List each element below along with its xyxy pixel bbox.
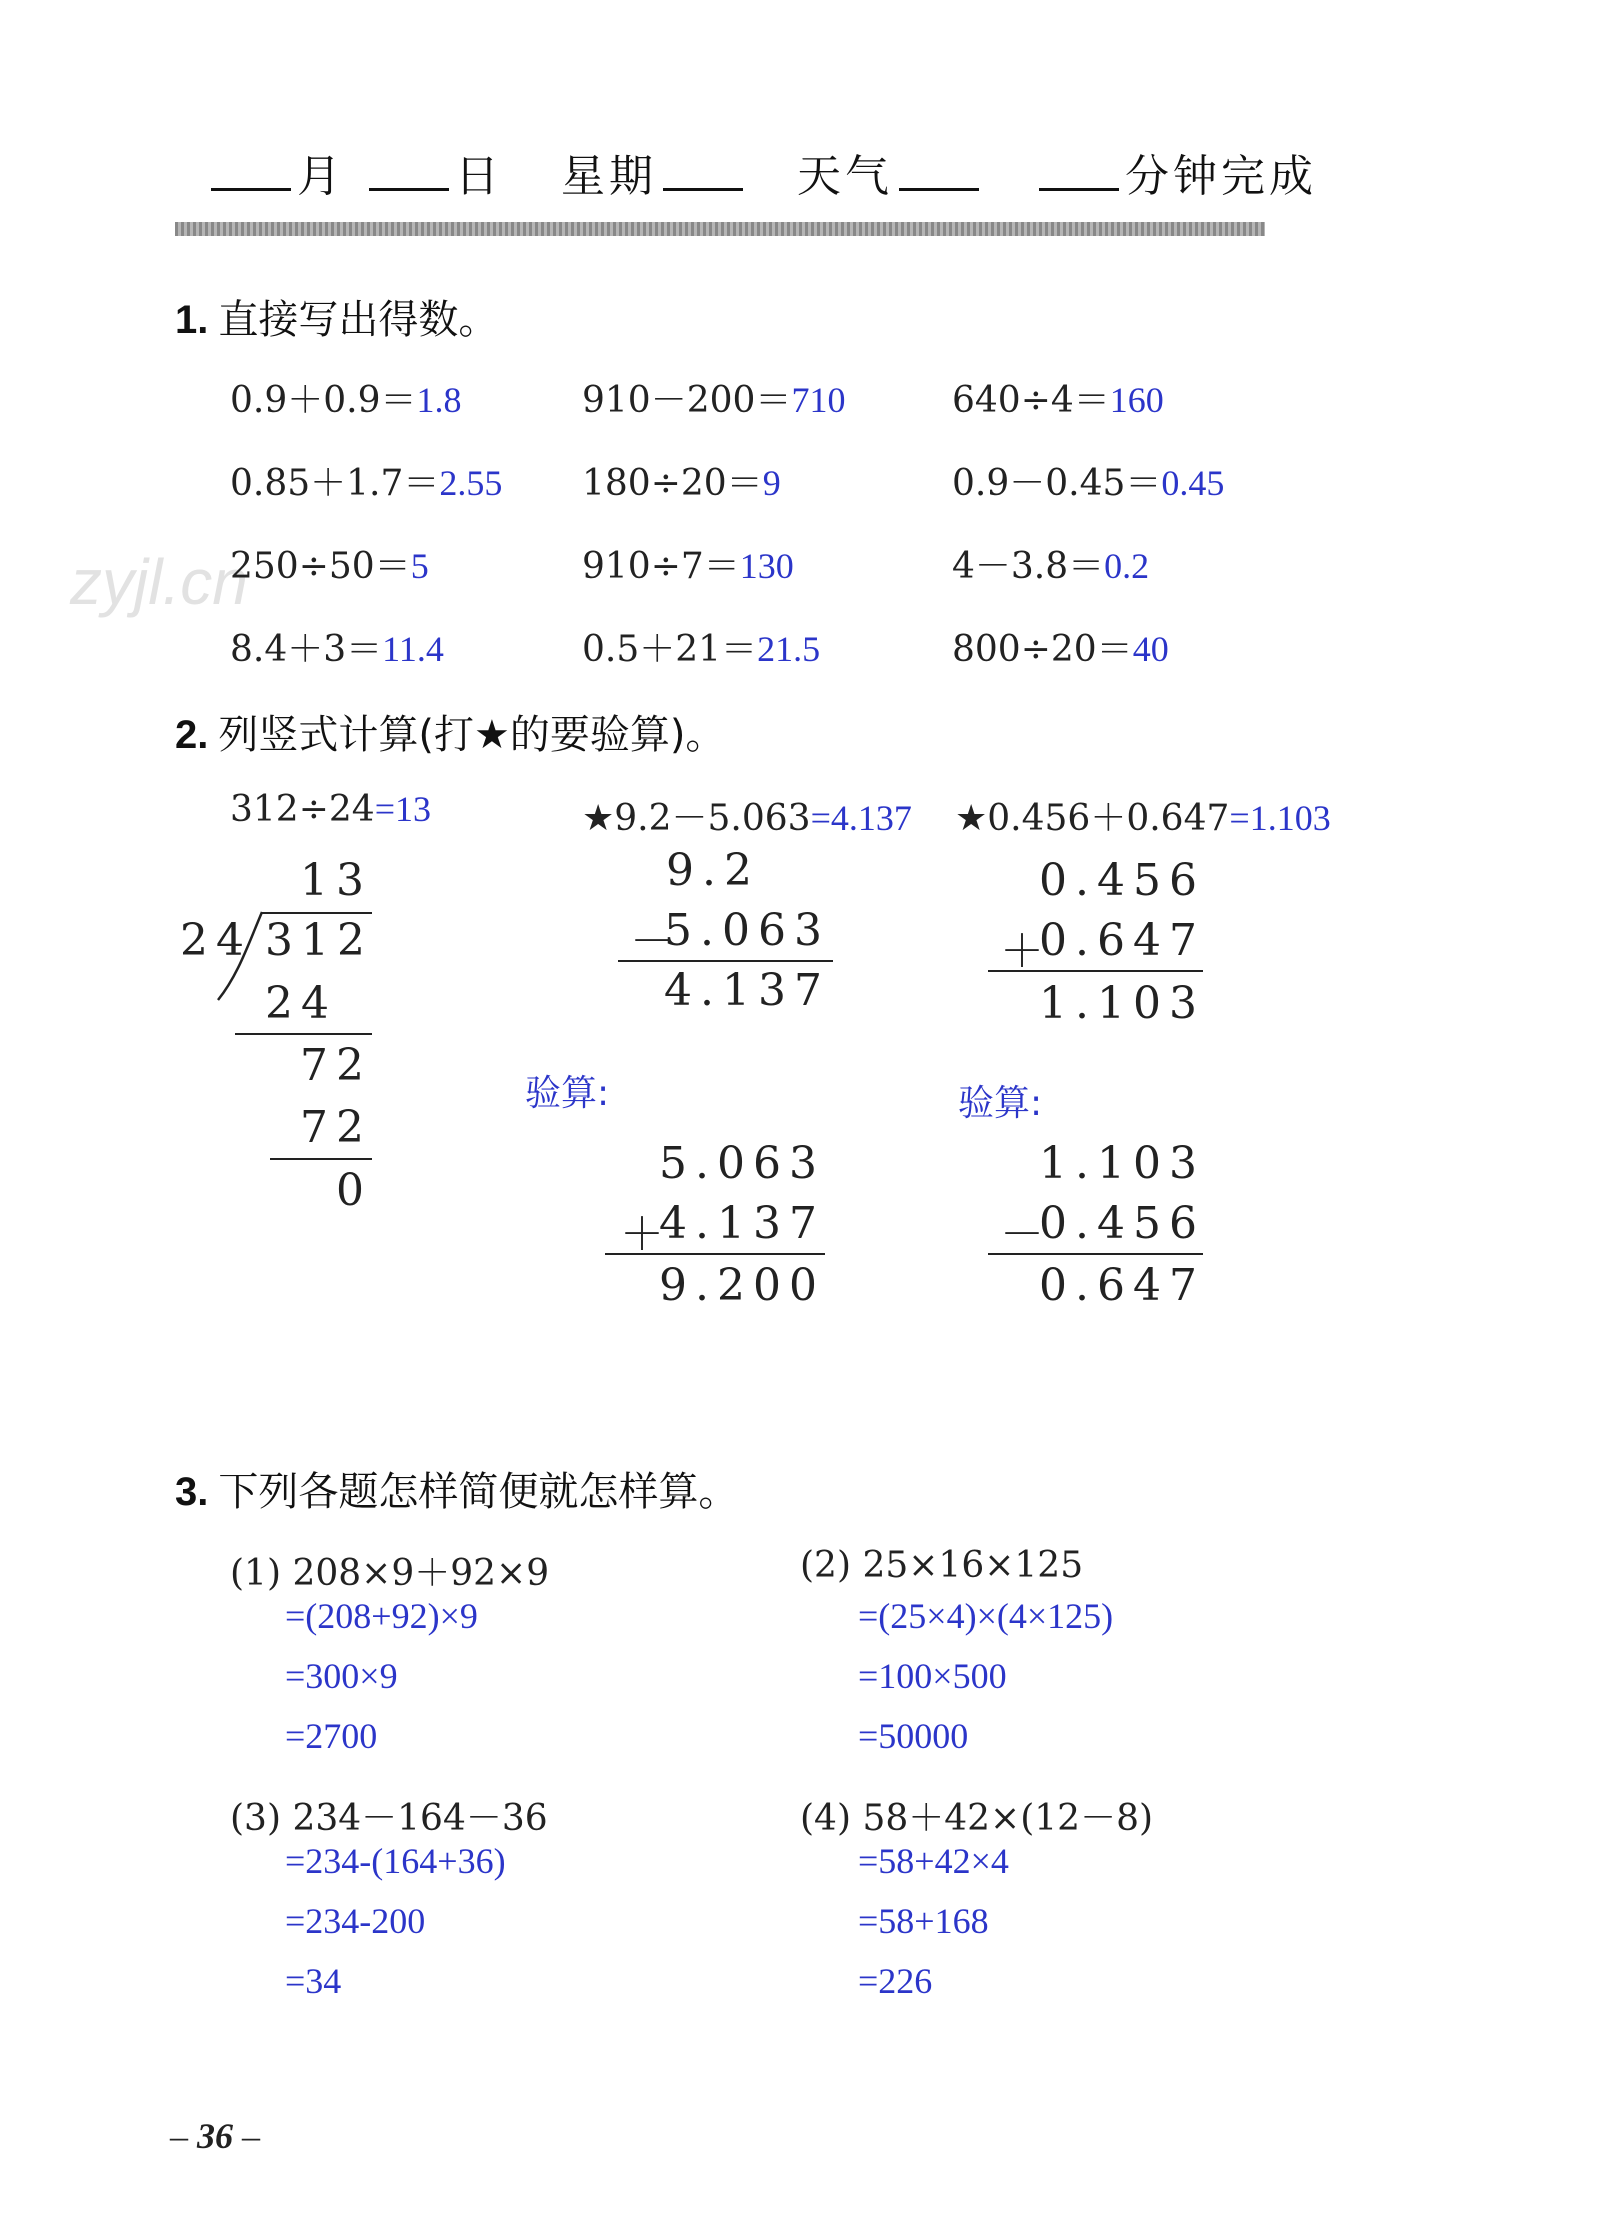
item-question: 910÷7＝ bbox=[582, 546, 740, 587]
day-label: 日 bbox=[455, 151, 503, 202]
page-number-value: 36 bbox=[197, 2116, 233, 2156]
weather-label: 天气 bbox=[797, 151, 893, 202]
sub-operator: － bbox=[630, 916, 682, 967]
item-question: 640÷4＝ bbox=[952, 380, 1110, 421]
problem-question: ★9.2－5.063 bbox=[582, 798, 811, 839]
check1-rule bbox=[605, 1253, 825, 1255]
simplify-question: (2) 25×16×125 bbox=[800, 1545, 1084, 1586]
item-question: 4－3.8＝ bbox=[952, 546, 1105, 587]
check-label: 验算: bbox=[958, 1083, 1043, 1124]
section3-number: 3. bbox=[175, 1470, 209, 1514]
simplify-question: (3) 234－164－36 bbox=[230, 1798, 548, 1839]
month-blank[interactable] bbox=[211, 188, 291, 191]
simplify-question: (4) 58＋42×(12－8) bbox=[800, 1798, 1154, 1839]
mental-item bbox=[952, 455, 1224, 506]
check1-bottom: 4.137 bbox=[659, 1198, 825, 1249]
item-answer: 40 bbox=[1132, 629, 1169, 669]
check2-result: 0.647 bbox=[1039, 1260, 1205, 1311]
vertical-problem-label bbox=[582, 790, 912, 841]
simplify-step: =34 bbox=[285, 1961, 342, 2001]
vertical-problem-label bbox=[230, 788, 431, 830]
simplify-step: =226 bbox=[858, 1961, 933, 2001]
add-operator: ＋ bbox=[1000, 926, 1052, 977]
check2-operator: － bbox=[1000, 1209, 1052, 1260]
mental-item bbox=[582, 538, 794, 589]
sub-top: 9.2 bbox=[666, 845, 760, 896]
item-question: 0.9＋0.9＝ bbox=[230, 380, 417, 421]
section1-title bbox=[175, 288, 498, 345]
item-answer: 5 bbox=[410, 546, 429, 586]
item-answer: 0.45 bbox=[1161, 463, 1225, 503]
check2-rule bbox=[988, 1253, 1203, 1255]
division-rule bbox=[235, 1033, 372, 1035]
minutes-label: 分钟完成 bbox=[1125, 151, 1317, 202]
section2-title bbox=[175, 703, 725, 760]
weather-blank[interactable] bbox=[899, 188, 979, 191]
simplify-step: =234-200 bbox=[285, 1901, 426, 1941]
weekday-blank[interactable] bbox=[663, 188, 743, 191]
problem-question: ★0.456＋0.647 bbox=[955, 798, 1230, 839]
item-answer: 160 bbox=[1109, 380, 1164, 420]
header-divider bbox=[175, 222, 1265, 236]
simplify-step: =(208+92)×9 bbox=[285, 1596, 478, 1636]
mental-item bbox=[582, 621, 820, 672]
item-question: 800÷20＝ bbox=[952, 629, 1133, 670]
sub-bottom: 5.063 bbox=[664, 905, 830, 956]
problem-answer: =4.137 bbox=[810, 798, 912, 838]
page-number: – 36 – bbox=[170, 2116, 260, 2156]
division-step: 72 bbox=[300, 1040, 372, 1091]
division-step: 72 bbox=[300, 1102, 372, 1153]
check-label: 验算: bbox=[525, 1073, 610, 1114]
weekday-label: 星期 bbox=[561, 151, 657, 202]
item-question: 250÷50＝ bbox=[230, 546, 411, 587]
simplify-step: =50000 bbox=[858, 1716, 969, 1756]
simplify-step: =58+168 bbox=[858, 1901, 989, 1941]
simplify-step: =(25×4)×(4×125) bbox=[858, 1596, 1114, 1636]
item-question: 0.9－0.45＝ bbox=[952, 463, 1162, 504]
check1-result: 9.200 bbox=[659, 1260, 825, 1311]
add-bottom: 0.647 bbox=[1039, 915, 1205, 966]
simplify-step: =100×500 bbox=[858, 1656, 1007, 1696]
item-answer: 11.4 bbox=[382, 629, 444, 669]
item-question: 910－200＝ bbox=[582, 380, 792, 421]
section2-title-text: 列竖式计算(打★的要验算)。 bbox=[218, 712, 726, 758]
division-divisor: 24 bbox=[180, 915, 252, 966]
division-quotient: 13 bbox=[300, 855, 372, 906]
simplify-step: =300×9 bbox=[285, 1656, 398, 1696]
minutes-blank[interactable] bbox=[1039, 188, 1119, 191]
mental-item bbox=[230, 538, 429, 589]
division-step: 24 bbox=[265, 978, 337, 1029]
section1-title-text: 直接写出得数。 bbox=[218, 297, 499, 343]
mental-item bbox=[952, 621, 1169, 672]
day-blank[interactable] bbox=[369, 188, 449, 191]
mental-item bbox=[230, 455, 502, 506]
item-answer: 2.55 bbox=[439, 463, 503, 503]
section3-title-text: 下列各题怎样简便就怎样算。 bbox=[218, 1469, 739, 1515]
item-question: 8.4＋3＝ bbox=[230, 629, 383, 670]
item-question: 0.85＋1.7＝ bbox=[230, 463, 440, 504]
add-rule bbox=[988, 970, 1203, 972]
simplify-step: =2700 bbox=[285, 1716, 378, 1756]
sub-rule bbox=[618, 960, 833, 962]
mental-item bbox=[582, 455, 781, 506]
item-answer: 9 bbox=[762, 463, 781, 503]
header-date-line bbox=[205, 140, 1317, 204]
sub-result: 4.137 bbox=[664, 965, 830, 1016]
simplify-step: =58+42×4 bbox=[858, 1841, 1009, 1881]
mental-item bbox=[952, 538, 1149, 589]
item-answer: 130 bbox=[739, 546, 794, 586]
problem-question: 312÷24 bbox=[230, 789, 375, 830]
section3-title bbox=[175, 1460, 738, 1517]
watermark: zyjl.cn bbox=[70, 546, 248, 618]
division-remainder: 0 bbox=[336, 1165, 372, 1216]
check1-top: 5.063 bbox=[659, 1138, 825, 1189]
vertical-problem-label bbox=[955, 790, 1331, 841]
division-rule bbox=[270, 1158, 372, 1160]
mental-item bbox=[582, 372, 845, 423]
item-answer: 1.8 bbox=[416, 380, 462, 420]
month-label: 月 bbox=[297, 151, 345, 202]
section2-number: 2. bbox=[175, 713, 209, 757]
item-answer: 710 bbox=[791, 380, 846, 420]
simplify-question: (1) 208×9＋92×9 bbox=[230, 1553, 550, 1594]
item-answer: 21.5 bbox=[757, 629, 821, 669]
division-bracket-top bbox=[262, 912, 372, 914]
check2-bottom: 0.456 bbox=[1039, 1198, 1205, 1249]
problem-answer: =13 bbox=[374, 789, 431, 829]
item-answer: 0.2 bbox=[1104, 546, 1150, 586]
check1-operator: ＋ bbox=[620, 1209, 672, 1260]
division-dividend: 312 bbox=[265, 915, 373, 966]
problem-answer: =1.103 bbox=[1229, 798, 1331, 838]
add-result: 1.103 bbox=[1039, 978, 1205, 1029]
item-question: 0.5＋21＝ bbox=[582, 629, 758, 670]
mental-item bbox=[952, 372, 1164, 423]
mental-item bbox=[230, 372, 462, 423]
item-question: 180÷20＝ bbox=[582, 463, 763, 504]
check2-top: 1.103 bbox=[1039, 1138, 1205, 1189]
mental-item bbox=[230, 621, 444, 672]
simplify-step: =234-(164+36) bbox=[285, 1841, 506, 1881]
add-top: 0.456 bbox=[1039, 855, 1205, 906]
section1-number: 1. bbox=[175, 298, 209, 342]
